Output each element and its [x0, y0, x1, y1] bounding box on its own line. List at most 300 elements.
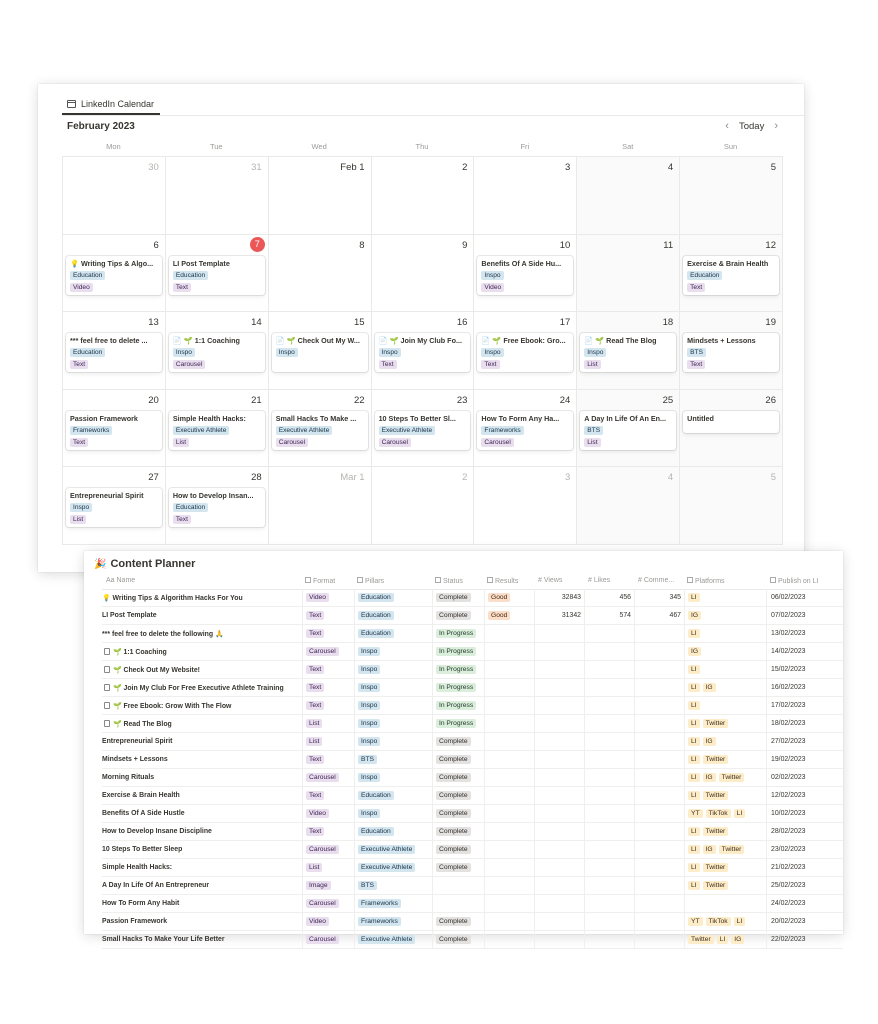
cell-results[interactable] — [484, 733, 534, 750]
calendar-day-cell[interactable] — [577, 235, 680, 313]
table-row[interactable] — [102, 643, 843, 661]
status-tag[interactable]: In Progress — [436, 629, 476, 638]
cell-date[interactable] — [766, 913, 843, 930]
table-row[interactable] — [102, 895, 843, 913]
cell-platforms[interactable] — [684, 697, 766, 714]
cell-results[interactable] — [484, 787, 534, 804]
platform-tag[interactable]: IG — [703, 773, 716, 782]
calendar-event-card[interactable] — [66, 411, 162, 450]
cell-likes[interactable] — [584, 625, 634, 642]
pillar-tag[interactable]: Inspo — [358, 647, 380, 656]
cell-views[interactable] — [534, 607, 584, 624]
cell-status[interactable] — [432, 823, 484, 840]
cell-name[interactable] — [102, 733, 302, 750]
status-tag[interactable]: Complete — [436, 809, 471, 818]
cell-platforms[interactable] — [684, 661, 766, 678]
calendar-day-cell[interactable] — [680, 467, 783, 545]
cell-name[interactable] — [102, 805, 302, 822]
calendar-day-cell[interactable] — [372, 467, 475, 545]
cell-results[interactable] — [484, 895, 534, 912]
cell-results[interactable] — [484, 805, 534, 822]
cell-views[interactable] — [534, 643, 584, 660]
calendar-day-cell[interactable] — [680, 312, 783, 390]
cell-pillars[interactable] — [354, 841, 432, 858]
cell-likes[interactable] — [584, 805, 634, 822]
cell-status[interactable] — [432, 661, 484, 678]
cell-views[interactable] — [534, 589, 584, 606]
platform-tag[interactable]: TikTok — [706, 809, 731, 818]
chevron-left-icon[interactable]: ‹ — [725, 120, 729, 132]
table-row[interactable] — [102, 607, 843, 625]
cell-date[interactable] — [766, 895, 843, 912]
cell-platforms[interactable] — [684, 589, 766, 606]
cell-results[interactable] — [484, 859, 534, 876]
header-name[interactable]: Aa Name — [106, 577, 136, 584]
calendar-event-card[interactable] — [66, 256, 162, 295]
cell-likes[interactable] — [584, 769, 634, 786]
cell-date[interactable] — [766, 823, 843, 840]
platform-tag[interactable]: LI — [688, 755, 700, 764]
calendar-day-cell[interactable] — [269, 467, 372, 545]
pillar-tag[interactable]: Frameworks — [358, 917, 401, 926]
calendar-event-card[interactable] — [169, 333, 265, 372]
table-row[interactable] — [102, 805, 843, 823]
table-row[interactable] — [102, 859, 843, 877]
calendar-event-card[interactable] — [683, 333, 779, 372]
cell-platforms[interactable] — [684, 841, 766, 858]
cell-platforms[interactable] — [684, 625, 766, 642]
cell-views[interactable] — [534, 661, 584, 678]
cell-views[interactable] — [534, 859, 584, 876]
platform-tag[interactable]: Twitter — [703, 863, 729, 872]
cell-views[interactable] — [534, 877, 584, 894]
cell-name[interactable] — [102, 697, 302, 714]
calendar-day-cell[interactable] — [63, 312, 166, 390]
cell-views[interactable] — [534, 769, 584, 786]
cell-pillars[interactable] — [354, 859, 432, 876]
cell-likes[interactable] — [584, 841, 634, 858]
calendar-event-card[interactable] — [375, 411, 471, 450]
cell-comments[interactable] — [634, 697, 684, 714]
calendar-day-cell[interactable] — [63, 390, 166, 468]
cell-format[interactable] — [302, 823, 354, 840]
cell-date[interactable] — [766, 931, 843, 948]
cell-status[interactable] — [432, 931, 484, 948]
pillar-tag[interactable]: Education — [358, 827, 394, 836]
status-tag[interactable]: Complete — [436, 863, 471, 872]
cell-name[interactable] — [102, 679, 302, 696]
table-row[interactable] — [102, 931, 843, 949]
cell-comments[interactable] — [634, 787, 684, 804]
calendar-day-cell[interactable] — [474, 467, 577, 545]
cell-status[interactable] — [432, 841, 484, 858]
cell-status[interactable] — [432, 625, 484, 642]
cell-comments[interactable] — [634, 733, 684, 750]
cell-platforms[interactable] — [684, 643, 766, 660]
cell-likes[interactable] — [584, 913, 634, 930]
cell-pillars[interactable] — [354, 589, 432, 606]
cell-likes[interactable] — [584, 859, 634, 876]
cell-pillars[interactable] — [354, 697, 432, 714]
calendar-day-cell[interactable] — [372, 390, 475, 468]
cell-format[interactable] — [302, 715, 354, 732]
calendar-day-cell[interactable] — [166, 312, 269, 390]
calendar-event-card[interactable] — [683, 256, 779, 295]
calendar-day-cell[interactable] — [680, 157, 783, 235]
platform-tag[interactable]: IG — [703, 683, 716, 692]
cell-name[interactable] — [102, 607, 302, 624]
cell-platforms[interactable] — [684, 877, 766, 894]
cell-status[interactable] — [432, 751, 484, 768]
cell-status[interactable] — [432, 877, 484, 894]
cell-views[interactable] — [534, 841, 584, 858]
calendar-day-cell[interactable] — [372, 235, 475, 313]
cell-name[interactable] — [102, 769, 302, 786]
cell-status[interactable] — [432, 859, 484, 876]
format-tag[interactable]: Carousel — [306, 773, 339, 782]
cell-results[interactable] — [484, 841, 534, 858]
calendar-event-card[interactable] — [169, 256, 265, 295]
cell-date[interactable] — [766, 589, 843, 606]
header-platforms[interactable] — [687, 577, 725, 585]
cell-format[interactable] — [302, 697, 354, 714]
cell-format[interactable] — [302, 769, 354, 786]
format-tag[interactable]: List — [306, 737, 322, 746]
calendar-event-card[interactable] — [66, 333, 162, 372]
cell-date[interactable] — [766, 607, 843, 624]
cell-name[interactable] — [102, 787, 302, 804]
cell-date[interactable] — [766, 733, 843, 750]
cell-name[interactable] — [102, 931, 302, 948]
cell-views[interactable] — [534, 679, 584, 696]
format-tag[interactable]: List — [306, 863, 322, 872]
calendar-event-card[interactable] — [375, 333, 471, 372]
platform-tag[interactable]: LI — [717, 935, 729, 944]
status-tag[interactable]: Complete — [436, 935, 471, 944]
cell-views[interactable] — [534, 715, 584, 732]
status-tag[interactable]: Complete — [436, 827, 471, 836]
cell-likes[interactable] — [584, 661, 634, 678]
table-row[interactable] — [102, 625, 843, 643]
cell-likes[interactable] — [584, 931, 634, 948]
table-row[interactable] — [102, 823, 843, 841]
cell-likes[interactable] — [584, 877, 634, 894]
header-pillars[interactable] — [357, 577, 384, 585]
table-row[interactable] — [102, 751, 843, 769]
calendar-day-cell[interactable] — [680, 235, 783, 313]
cell-format[interactable] — [302, 805, 354, 822]
cell-name[interactable] — [102, 823, 302, 840]
platform-tag[interactable]: LI — [688, 845, 700, 854]
header-status[interactable] — [435, 577, 463, 585]
cell-pillars[interactable] — [354, 787, 432, 804]
calendar-day-cell[interactable] — [63, 235, 166, 313]
cell-comments[interactable] — [634, 679, 684, 696]
cell-results[interactable] — [484, 931, 534, 948]
cell-format[interactable] — [302, 931, 354, 948]
cell-platforms[interactable] — [684, 769, 766, 786]
platform-tag[interactable]: LI — [734, 809, 746, 818]
format-tag[interactable]: Text — [306, 827, 324, 836]
pillar-tag[interactable]: Frameworks — [358, 899, 401, 908]
format-tag[interactable]: Text — [306, 755, 324, 764]
pillar-tag[interactable]: Inspo — [358, 665, 380, 674]
cell-views[interactable] — [534, 625, 584, 642]
cell-date[interactable] — [766, 661, 843, 678]
platform-tag[interactable]: Twitter — [703, 827, 729, 836]
cell-platforms[interactable] — [684, 787, 766, 804]
cell-likes[interactable] — [584, 607, 634, 624]
cell-comments[interactable] — [634, 607, 684, 624]
table-row[interactable] — [102, 841, 843, 859]
platform-tag[interactable]: IG — [731, 935, 744, 944]
cell-pillars[interactable] — [354, 607, 432, 624]
cell-results[interactable] — [484, 715, 534, 732]
cell-status[interactable] — [432, 607, 484, 624]
table-row[interactable] — [102, 589, 843, 607]
cell-format[interactable] — [302, 913, 354, 930]
format-tag[interactable]: Video — [306, 809, 329, 818]
status-tag[interactable]: Complete — [436, 737, 471, 746]
calendar-event-card[interactable] — [169, 488, 265, 527]
cell-format[interactable] — [302, 859, 354, 876]
cell-pillars[interactable] — [354, 877, 432, 894]
platform-tag[interactable]: LI — [688, 701, 700, 710]
cell-date[interactable] — [766, 859, 843, 876]
platform-tag[interactable]: LI — [688, 827, 700, 836]
cell-platforms[interactable] — [684, 805, 766, 822]
format-tag[interactable]: Text — [306, 629, 324, 638]
cell-status[interactable] — [432, 643, 484, 660]
table-row[interactable] — [102, 913, 843, 931]
cell-platforms[interactable] — [684, 607, 766, 624]
status-tag[interactable]: Complete — [436, 791, 471, 800]
calendar-event-card[interactable] — [66, 488, 162, 527]
pillar-tag[interactable]: Education — [358, 791, 394, 800]
pillar-tag[interactable]: Executive Athlete — [358, 845, 415, 854]
cell-platforms[interactable] — [684, 859, 766, 876]
format-tag[interactable]: Text — [306, 683, 324, 692]
calendar-day-cell[interactable] — [474, 312, 577, 390]
format-tag[interactable]: Carousel — [306, 845, 339, 854]
table-row[interactable] — [102, 733, 843, 751]
platform-tag[interactable]: Twitter — [703, 719, 729, 728]
status-tag[interactable]: Complete — [436, 917, 471, 926]
format-tag[interactable]: Video — [306, 593, 329, 602]
format-tag[interactable]: Carousel — [306, 899, 339, 908]
cell-status[interactable] — [432, 679, 484, 696]
pillar-tag[interactable]: Education — [358, 611, 394, 620]
cell-likes[interactable] — [584, 751, 634, 768]
cell-views[interactable] — [534, 931, 584, 948]
format-tag[interactable]: Video — [306, 917, 329, 926]
cell-likes[interactable] — [584, 787, 634, 804]
table-row[interactable] — [102, 769, 843, 787]
table-row[interactable] — [102, 697, 843, 715]
cell-platforms[interactable] — [684, 733, 766, 750]
cell-format[interactable] — [302, 607, 354, 624]
cell-views[interactable] — [534, 787, 584, 804]
cell-comments[interactable] — [634, 841, 684, 858]
cell-views[interactable] — [534, 751, 584, 768]
cell-views[interactable] — [534, 733, 584, 750]
cell-likes[interactable] — [584, 823, 634, 840]
pillar-tag[interactable]: Inspo — [358, 809, 380, 818]
pillar-tag[interactable]: Education — [358, 593, 394, 602]
cell-format[interactable] — [302, 643, 354, 660]
cell-results[interactable] — [484, 679, 534, 696]
platform-tag[interactable]: IG — [688, 647, 701, 656]
header-comments[interactable]: # Comme... — [638, 577, 675, 584]
calendar-day-cell[interactable] — [372, 157, 475, 235]
platform-tag[interactable]: TikTok — [706, 917, 731, 926]
cell-results[interactable] — [484, 823, 534, 840]
cell-results[interactable] — [484, 769, 534, 786]
status-tag[interactable]: In Progress — [436, 665, 476, 674]
cell-results[interactable] — [484, 751, 534, 768]
cell-pillars[interactable] — [354, 661, 432, 678]
cell-format[interactable] — [302, 733, 354, 750]
platform-tag[interactable]: LI — [688, 629, 700, 638]
cell-format[interactable] — [302, 751, 354, 768]
cell-date[interactable] — [766, 679, 843, 696]
cell-comments[interactable] — [634, 823, 684, 840]
cell-likes[interactable] — [584, 679, 634, 696]
calendar-event-card[interactable] — [580, 333, 676, 372]
calendar-event-card[interactable] — [272, 333, 368, 372]
cell-comments[interactable] — [634, 895, 684, 912]
cell-date[interactable] — [766, 751, 843, 768]
result-tag[interactable]: Good — [488, 593, 510, 602]
cell-likes[interactable] — [584, 895, 634, 912]
cell-likes[interactable] — [584, 589, 634, 606]
cell-comments[interactable] — [634, 769, 684, 786]
pillar-tag[interactable]: Education — [358, 629, 394, 638]
platform-tag[interactable]: IG — [688, 611, 701, 620]
header-views[interactable]: # Views — [538, 577, 563, 584]
header-format[interactable] — [305, 577, 335, 585]
chevron-right-icon[interactable]: › — [774, 120, 778, 132]
status-tag[interactable]: In Progress — [436, 701, 476, 710]
format-tag[interactable]: Text — [306, 791, 324, 800]
platform-tag[interactable]: Twitter — [719, 773, 745, 782]
cell-date[interactable] — [766, 697, 843, 714]
format-tag[interactable]: Image — [306, 881, 331, 890]
cell-comments[interactable] — [634, 805, 684, 822]
calendar-event-card[interactable] — [477, 333, 573, 372]
cell-pillars[interactable] — [354, 913, 432, 930]
status-tag[interactable]: Complete — [436, 611, 471, 620]
cell-comments[interactable] — [634, 643, 684, 660]
cell-pillars[interactable] — [354, 625, 432, 642]
status-tag[interactable]: In Progress — [436, 683, 476, 692]
cell-format[interactable] — [302, 877, 354, 894]
format-tag[interactable]: Text — [306, 665, 324, 674]
cell-pillars[interactable] — [354, 895, 432, 912]
cell-status[interactable] — [432, 589, 484, 606]
calendar-day-cell[interactable] — [577, 390, 680, 468]
platform-tag[interactable]: Twitter — [703, 881, 729, 890]
cell-likes[interactable] — [584, 643, 634, 660]
cell-format[interactable] — [302, 841, 354, 858]
platform-tag[interactable]: Twitter — [719, 845, 745, 854]
pillar-tag[interactable]: Executive Athlete — [358, 935, 415, 944]
cell-status[interactable] — [432, 733, 484, 750]
format-tag[interactable]: Carousel — [306, 935, 339, 944]
platform-tag[interactable]: LI — [688, 683, 700, 692]
status-tag[interactable]: Complete — [436, 773, 471, 782]
cell-name[interactable] — [102, 643, 302, 660]
cell-comments[interactable] — [634, 877, 684, 894]
cell-format[interactable] — [302, 589, 354, 606]
platform-tag[interactable]: LI — [688, 773, 700, 782]
cell-results[interactable] — [484, 625, 534, 642]
cell-format[interactable] — [302, 625, 354, 642]
header-results[interactable] — [487, 577, 518, 585]
cell-name[interactable] — [102, 661, 302, 678]
cell-results[interactable] — [484, 913, 534, 930]
status-tag[interactable]: In Progress — [436, 647, 476, 656]
cell-name[interactable] — [102, 751, 302, 768]
pillar-tag[interactable]: Inspo — [358, 701, 380, 710]
platform-tag[interactable]: Twitter — [703, 755, 729, 764]
calendar-day-cell[interactable] — [680, 390, 783, 468]
cell-format[interactable] — [302, 679, 354, 696]
cell-format[interactable] — [302, 661, 354, 678]
platform-tag[interactable]: LI — [688, 719, 700, 728]
cell-views[interactable] — [534, 697, 584, 714]
cell-comments[interactable] — [634, 931, 684, 948]
cell-likes[interactable] — [584, 733, 634, 750]
calendar-day-cell[interactable] — [577, 157, 680, 235]
cell-platforms[interactable] — [684, 751, 766, 768]
calendar-day-cell[interactable] — [166, 235, 269, 313]
cell-pillars[interactable] — [354, 715, 432, 732]
cell-platforms[interactable] — [684, 823, 766, 840]
cell-date[interactable] — [766, 769, 843, 786]
cell-date[interactable] — [766, 877, 843, 894]
cell-format[interactable] — [302, 895, 354, 912]
status-tag[interactable]: Complete — [436, 845, 471, 854]
cell-comments[interactable] — [634, 859, 684, 876]
cell-status[interactable] — [432, 769, 484, 786]
platform-tag[interactable]: LI — [734, 917, 746, 926]
platform-tag[interactable]: IG — [703, 737, 716, 746]
cell-platforms[interactable] — [684, 895, 766, 912]
cell-pillars[interactable] — [354, 805, 432, 822]
cell-results[interactable] — [484, 661, 534, 678]
cell-pillars[interactable] — [354, 823, 432, 840]
cell-date[interactable] — [766, 715, 843, 732]
cell-views[interactable] — [534, 913, 584, 930]
platform-tag[interactable]: YT — [688, 917, 703, 926]
cell-date[interactable] — [766, 805, 843, 822]
platform-tag[interactable]: Twitter — [688, 935, 714, 944]
cell-comments[interactable] — [634, 715, 684, 732]
cell-name[interactable] — [102, 841, 302, 858]
calendar-day-cell[interactable] — [166, 157, 269, 235]
cell-date[interactable] — [766, 643, 843, 660]
calendar-day-cell[interactable] — [372, 312, 475, 390]
format-tag[interactable]: Text — [306, 701, 324, 710]
status-tag[interactable]: In Progress — [436, 719, 476, 728]
cell-pillars[interactable] — [354, 769, 432, 786]
cell-name[interactable] — [102, 913, 302, 930]
platform-tag[interactable]: LI — [688, 593, 700, 602]
cell-status[interactable] — [432, 805, 484, 822]
calendar-view-tab[interactable] — [67, 94, 154, 114]
cell-status[interactable] — [432, 913, 484, 930]
